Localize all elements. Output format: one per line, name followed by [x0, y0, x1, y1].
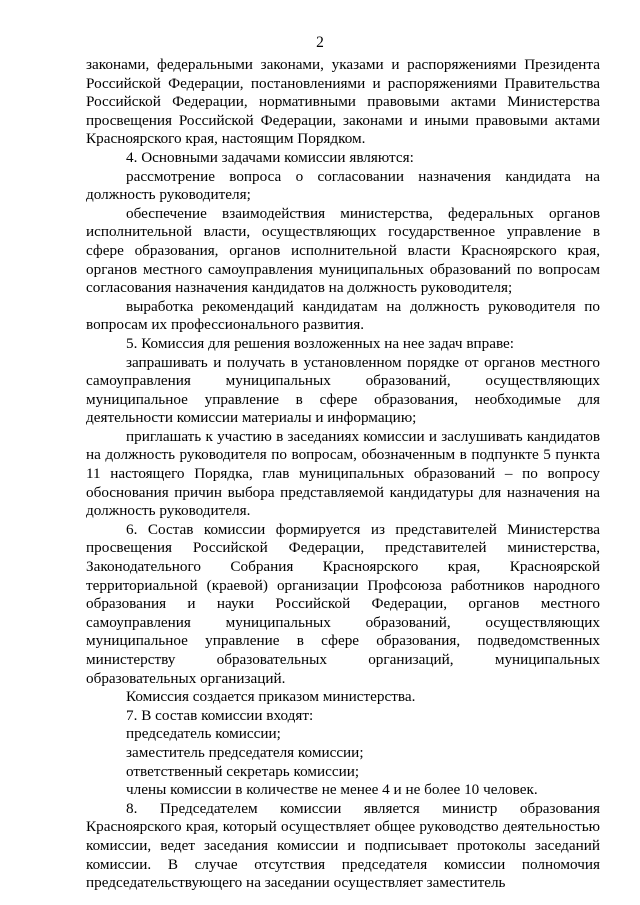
- paragraph-member-secretary: ответственный секретарь комиссии;: [126, 762, 360, 780]
- paragraph-item-4-heading: 4. Основными задачами комиссии являются:: [126, 148, 414, 166]
- page-number: 2: [316, 34, 324, 51]
- paragraph-member-chair: председатель комиссии;: [126, 725, 281, 743]
- paragraph-right-invite: приглашать к участию в заседаниях комиссии и заслушивать кандидатов на должность руководителя по вопросам, обозначенным в подпункте 5 пункта 11 настоящего Порядка, глав муниципальных образований – по вопросу обоснования причин выбора представляемой кандидатуры для назначения на должность руководителя.: [86, 427, 600, 520]
- paragraph-commission-order: Комиссия создается приказом министерства.: [126, 688, 416, 706]
- paragraph-item-6-composition: 6. Состав комиссии формируется из представителей Министерства просвещения Российской Федерации, представителей министерства, Законодательного Собрания Красноярского края, Красноярской территориальной (краевой) организации Профсоюза работников народного образования и науки Российской Федерации, органов местного самоуправления муниципальных образований, осуществляющих муниципальное управление в сфере образования, подведомственных министерству образовательных организаций, муниципальных образовательных организаций.: [86, 520, 600, 687]
- document-body: [86, 56, 600, 893]
- paragraph-task-interaction: обеспечение взаимодействия министерства, федеральных органов исполнительной власти, осуществляющих государственное управление в сфере образования, органов исполнительной власти Красноярского края, органов местного самоуправления муниципальных образований по вопросам согласования назначения кандидатов на должность руководителя;: [86, 204, 600, 297]
- paragraph-item-7-heading: 7. В состав комиссии входят:: [126, 706, 314, 724]
- paragraph-task-review: рассмотрение вопроса о согласовании назначения кандидата на должность руководителя;: [86, 167, 600, 204]
- paragraph-member-count: члены комиссии в количестве не менее 4 и не более 10 человек.: [126, 781, 538, 799]
- paragraph-task-recommendations: выработка рекомендаций кандидатам на должность руководителя по вопросам их профессионального развития.: [86, 297, 600, 334]
- paragraph-legal-basis-continuation: законами, федеральными законами, указами и распоряжениями Президента Российской Федерации, постановлениями и распоряжениями Правительства Российской Федерации, нормативными правовыми актами Министерства просвещения Российской Федерации, законами и иными правовыми актами Красноярского края, настоящим Порядком.: [86, 56, 600, 148]
- paragraph-member-deputy-chair: заместитель председателя комиссии;: [126, 743, 364, 761]
- paragraph-item-5-heading: 5. Комиссия для решения возложенных на нее задач вправе:: [126, 334, 515, 352]
- paragraph-item-8-chair: 8. Председателем комиссии является министр образования Красноярского края, который осуществляет общее руководство деятельностью комиссии, ведет заседания комиссии и подписывает протоколы заседаний комиссии. В случае отсутствия председателя комиссии полномочия председательствующего на заседании осуществляет заместитель: [86, 799, 600, 892]
- paragraph-right-request: запрашивать и получать в установленном порядке от органов местного самоуправления муниципальных образований, осуществляющих муниципальное управление в сфере образования, необходимые для деятельности комиссии материалы и информацию;: [86, 353, 600, 427]
